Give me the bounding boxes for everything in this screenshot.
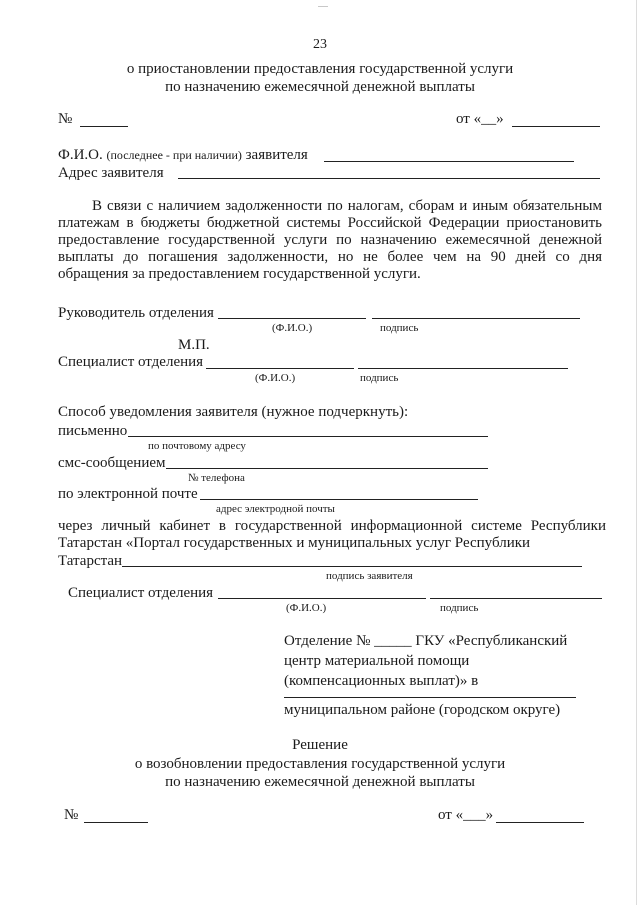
specialist-sign-field-1[interactable] bbox=[358, 368, 568, 369]
notification-heading: Способ уведомления заявителя (нужное подчеркнуть): bbox=[58, 404, 409, 420]
suspension-number-field[interactable] bbox=[80, 126, 128, 127]
cabinet-end: Татарстан bbox=[58, 553, 123, 569]
email-label: по электронной почте bbox=[58, 486, 198, 502]
body-paragraph: В связи с наличием задолженности по налогам, сборам и иным обязательным платежам в бюджеты бюджетной системы Российской Федерации приостановить предоставление государственной услуги по назначению ежемесячной денежной выплаты до погашения задолженности, но не более чем на 90 дней со дня обращения за предоставлением государственной услуги. bbox=[58, 198, 602, 282]
specialist-label-2: Специалист отделения bbox=[68, 585, 214, 601]
resumption-date-field[interactable] bbox=[496, 822, 584, 823]
addressee-line1: Отделение № _____ ГКУ «Республиканский bbox=[284, 633, 568, 649]
page-number: 23 bbox=[313, 37, 327, 52]
specialist-fio-caption-2: (Ф.И.О.) bbox=[286, 602, 327, 614]
resumption-date-label: от «___» bbox=[438, 807, 494, 823]
scan-top-mark bbox=[318, 6, 328, 7]
resumption-heading: Решение bbox=[292, 737, 348, 753]
resumption-title-line1: о возобновлении предоставления государственной услуги bbox=[134, 756, 506, 772]
specialist-fio-caption-1: (Ф.И.О.) bbox=[255, 372, 296, 384]
head-sign-field[interactable] bbox=[372, 318, 580, 319]
email-field[interactable] bbox=[200, 499, 478, 500]
addressee-line3: (компенсационных выплат)» в bbox=[284, 673, 479, 689]
written-label: письменно bbox=[58, 423, 128, 439]
applicant-fio-label: Ф.И.О. bbox=[58, 147, 103, 163]
specialist-sign-caption-1: подпись bbox=[360, 372, 399, 384]
head-sign-caption: подпись bbox=[380, 322, 419, 334]
addressee-line5: муниципальном районе (городском округе) bbox=[284, 702, 561, 718]
addressee-line2: центр материальной помощи bbox=[284, 653, 470, 669]
head-fio-caption: (Ф.И.О.) bbox=[272, 322, 313, 334]
cabinet-text: через личный кабинет в государственной информационной системе Республики Татарстан «Портал государственных и муниципальных услуг Республики bbox=[58, 518, 606, 551]
suspension-title-line2: по назначению ежемесячной денежной выплаты bbox=[165, 79, 475, 95]
applicant-fio-suffix: заявителя bbox=[245, 147, 308, 163]
applicant-address-field[interactable] bbox=[178, 178, 600, 179]
email-caption: адрес электродной почты bbox=[216, 503, 335, 515]
stamp-label: М.П. bbox=[178, 337, 210, 353]
written-caption: по почтовому адресу bbox=[148, 440, 246, 452]
specialist-sign-caption-2: подпись bbox=[440, 602, 479, 614]
applicant-fio-note: (последнее - при наличии) bbox=[106, 148, 242, 162]
sms-caption: № телефона bbox=[188, 472, 245, 484]
addressee-district-field[interactable] bbox=[284, 697, 576, 698]
applicant-sign-field[interactable] bbox=[122, 566, 582, 567]
resumption-title-line2: по назначению ежемесячной денежной выплаты bbox=[165, 774, 475, 790]
head-fio-field[interactable] bbox=[218, 318, 366, 319]
specialist-sign-field-2[interactable] bbox=[430, 598, 602, 599]
applicant-fio-field[interactable] bbox=[324, 161, 574, 162]
suspension-title-line1: о приостановлении предоставления государственной услуги bbox=[126, 61, 514, 77]
sms-field[interactable] bbox=[166, 468, 488, 469]
suspension-number-label: № bbox=[58, 111, 73, 127]
resumption-number-label: № bbox=[64, 807, 79, 823]
sms-label: смс-сообщением bbox=[58, 455, 166, 471]
suspension-date-field[interactable] bbox=[512, 126, 600, 127]
specialist-label-1: Специалист отделения bbox=[58, 354, 204, 370]
applicant-fio-row bbox=[58, 148, 308, 163]
resumption-number-field[interactable] bbox=[84, 822, 148, 823]
specialist-fio-field-1[interactable] bbox=[206, 368, 354, 369]
written-field[interactable] bbox=[128, 436, 488, 437]
suspension-date-label: от «__» bbox=[456, 111, 504, 127]
applicant-address-label: Адрес заявителя bbox=[58, 165, 164, 181]
applicant-sign-caption: подпись заявителя bbox=[326, 570, 413, 582]
specialist-fio-field-2[interactable] bbox=[218, 598, 426, 599]
addressee-block bbox=[284, 631, 567, 691]
head-label: Руководитель отделения bbox=[58, 305, 214, 321]
